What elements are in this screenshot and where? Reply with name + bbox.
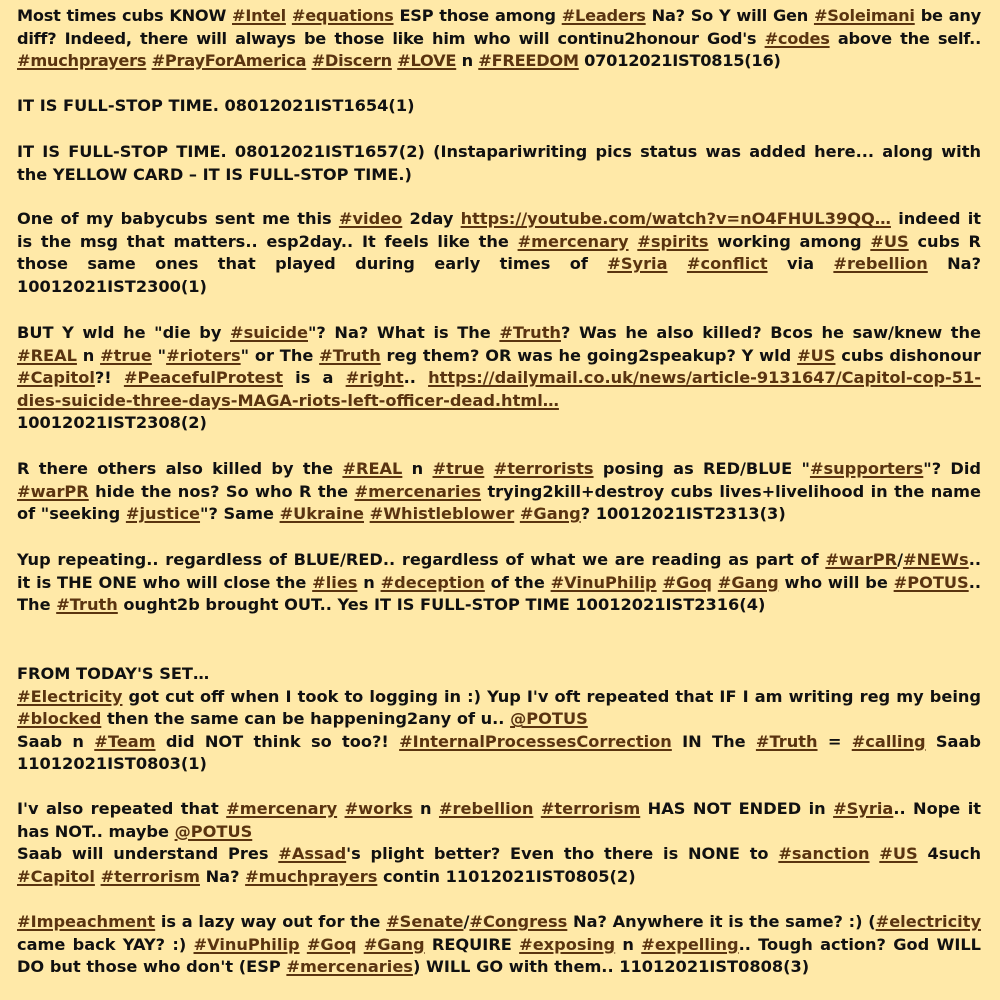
hashtag-link[interactable]: #Goq bbox=[306, 934, 357, 954]
hashtag-link[interactable]: #terrorists bbox=[493, 459, 594, 478]
text-segment: working among bbox=[708, 231, 871, 251]
hashtag-link[interactable]: #conflict bbox=[686, 254, 768, 274]
text-segment: n bbox=[357, 572, 381, 592]
post-paragraph bbox=[17, 5, 981, 73]
hashtag-link[interactable]: #rioters bbox=[166, 345, 241, 365]
text-segment: Na? Anywhere it is the same? :) ( bbox=[567, 912, 876, 931]
text-segment: / bbox=[463, 912, 470, 931]
text-segment: " bbox=[151, 345, 167, 365]
text-segment bbox=[484, 459, 493, 478]
text-segment: ? 10012021IST2313(3) bbox=[580, 504, 786, 524]
hashtag-link[interactable]: #muchprayers bbox=[17, 51, 147, 71]
text-segment bbox=[300, 935, 307, 954]
text-segment: BUT Y wld he "die by bbox=[17, 323, 231, 342]
hashtag-link[interactable]: #PrayForAmerica bbox=[151, 51, 307, 71]
hashtag-link[interactable]: #lies bbox=[312, 572, 358, 592]
post-paragraph bbox=[17, 458, 981, 526]
text-segment: is a lazy way out for the bbox=[155, 912, 387, 931]
text-segment: Na? So Y will Gen bbox=[645, 6, 814, 25]
post-paragraph bbox=[17, 663, 981, 776]
hashtag-link[interactable]: #Assad bbox=[278, 844, 347, 864]
text-segment: of the bbox=[484, 572, 551, 592]
hashtag-link[interactable]: #true bbox=[432, 459, 485, 478]
text-segment: Most times cubs KNOW bbox=[17, 6, 233, 25]
text-segment: "? Same bbox=[200, 504, 280, 524]
text-segment: be any diff? Indeed, there will always be those like him who will continu2honour God's bbox=[17, 6, 981, 48]
hashtag-link[interactable]: #NEWs bbox=[903, 550, 969, 569]
hashtag-link[interactable]: #Syria bbox=[607, 254, 668, 274]
hashtag-link[interactable]: #Discern bbox=[311, 51, 392, 71]
text-segment: Saab 11012021IST0803(1) bbox=[17, 731, 981, 774]
hashtag-link[interactable]: #deception bbox=[380, 572, 485, 592]
text-segment: n bbox=[76, 345, 101, 365]
text-segment: n bbox=[402, 459, 433, 478]
hashtag-link[interactable]: #Goq bbox=[662, 572, 712, 592]
hashtag-link[interactable]: #Whistleblower bbox=[369, 504, 515, 524]
text-segment: IN The bbox=[671, 731, 756, 751]
text-segment: REQUIRE bbox=[424, 934, 520, 954]
hashtag-link[interactable]: #supporters bbox=[809, 459, 924, 478]
hashtag-link[interactable]: #terrorism bbox=[540, 799, 641, 818]
url-link[interactable]: https://dailymail.co.uk/news/article-9131647/Capitol-cop-51-dies-suicide-three-days-MAGA-riots-left-officer-dead.html… bbox=[17, 368, 981, 410]
text-segment: above the self.. bbox=[829, 28, 981, 48]
hashtag-link[interactable]: #justice bbox=[125, 504, 201, 524]
hashtag-link[interactable]: #rebellion bbox=[438, 799, 534, 818]
text-segment: who will be bbox=[778, 572, 894, 592]
hashtag-link[interactable]: #right bbox=[345, 368, 404, 388]
hashtag-link[interactable]: #mercenary bbox=[517, 231, 629, 251]
text-segment: then the same can be happening2any of u.. bbox=[101, 709, 511, 729]
text-segment: .. Nope it has NOT.. maybe bbox=[17, 799, 981, 841]
hashtag-link[interactable]: #Gang bbox=[363, 934, 425, 954]
text-segment: HAS NOT ENDED in bbox=[640, 799, 834, 818]
hashtag-link[interactable]: #codes bbox=[764, 28, 830, 48]
text-segment: Na? bbox=[199, 866, 246, 886]
hashtag-link[interactable]: #Soleimani bbox=[813, 6, 915, 25]
hashtag-link[interactable]: #VinuPhilip bbox=[193, 934, 300, 954]
hashtag-link[interactable]: #Leaders bbox=[561, 6, 646, 25]
hashtag-link[interactable]: #Gang bbox=[519, 504, 581, 524]
text-segment: Na?10012021IST2300(1) bbox=[17, 254, 982, 296]
text-segment: One of my babycubs sent me this bbox=[17, 209, 339, 228]
text-segment: indeed it is the msg that matters.. esp2day.. It feels like the bbox=[17, 209, 981, 251]
text-segment: hide the nos? So who R the bbox=[88, 481, 355, 501]
text-segment: 4such bbox=[917, 844, 981, 864]
post-paragraph bbox=[17, 911, 981, 979]
text-segment: trying2kill+destroy cubs lives+livelihood in the name of "seeking bbox=[17, 481, 981, 524]
hashtag-link[interactable]: #Electricity bbox=[17, 686, 123, 706]
text-segment: ought2b brought OUT.. Yes IT IS FULL-STOP TIME 10012021IST2316(4) bbox=[117, 595, 766, 615]
hashtag-link[interactable]: #Gang bbox=[717, 572, 779, 592]
text-segment: IT IS FULL-STOP TIME. 08012021IST1657(2) (Instapariwriting pics status was added here... along with the YELLOW CARD – IT IS FULL-STOP TIME.) bbox=[17, 142, 981, 184]
text-segment: "? Na? What is The bbox=[308, 323, 500, 342]
url-link[interactable]: https://youtube.com/watch?v=nO4FHUL39QQ… bbox=[460, 209, 891, 228]
hashtag-link[interactable]: #LOVE bbox=[397, 51, 457, 71]
hashtag-link[interactable]: #REAL bbox=[342, 459, 403, 478]
hashtag-link[interactable]: #video bbox=[338, 209, 403, 228]
hashtag-link[interactable]: #equations bbox=[291, 6, 394, 25]
hashtag-link[interactable]: #mercenary bbox=[226, 799, 338, 818]
text-segment: ) WILL GO with them.. 11012021IST0808(3) bbox=[412, 957, 810, 977]
hashtag-link[interactable]: #Truth bbox=[56, 595, 118, 615]
text-segment bbox=[668, 254, 687, 273]
hashtag-link[interactable]: #US bbox=[870, 231, 909, 251]
mention-link[interactable]: @POTUS bbox=[510, 709, 588, 729]
text-segment: Yup repeating.. regardless of BLUE/RED.. regardless of what we are reading as part of bbox=[17, 550, 826, 569]
text-segment: " or The bbox=[240, 345, 320, 365]
hashtag-link[interactable]: #US bbox=[797, 345, 836, 365]
mention-link[interactable]: @POTUS bbox=[174, 821, 253, 841]
hashtag-link[interactable]: #mercenaries bbox=[354, 481, 482, 501]
text-segment: ESP those among bbox=[393, 6, 562, 25]
hashtag-link[interactable]: #terrorism bbox=[100, 866, 200, 886]
text-segment: is a bbox=[282, 368, 346, 388]
post-paragraph bbox=[17, 322, 981, 435]
text-segment bbox=[870, 844, 880, 863]
text-segment: .. bbox=[403, 368, 429, 388]
hashtag-link[interactable]: #sanction bbox=[778, 844, 870, 864]
text-segment: cubs R those same ones that played during early times of bbox=[17, 231, 982, 274]
hashtag-link[interactable]: #electricity bbox=[875, 912, 982, 931]
hashtag-link[interactable]: #US bbox=[879, 844, 918, 864]
hashtag-link[interactable]: #exposing bbox=[519, 934, 616, 954]
text-segment: Saab n bbox=[17, 731, 95, 751]
hashtag-link[interactable]: #expelling bbox=[641, 934, 739, 954]
hashtag-link[interactable]: #InternalProcessesCorrection bbox=[399, 731, 672, 751]
text-segment: ? Was he also killed? Bcos he saw/knew the bbox=[560, 323, 982, 342]
hashtag-link[interactable]: #Truth bbox=[499, 323, 561, 342]
hashtag-link[interactable]: #Impeachment bbox=[17, 912, 156, 931]
hashtag-link[interactable]: #REAL bbox=[17, 345, 77, 365]
text-segment: / bbox=[897, 550, 904, 569]
hashtag-link[interactable]: #spirits bbox=[637, 231, 709, 251]
text-segment: via bbox=[767, 254, 834, 274]
text-segment: ?! bbox=[94, 368, 124, 388]
hashtag-link[interactable]: #VinuPhilip bbox=[550, 572, 657, 592]
hashtag-link[interactable]: #Congress bbox=[469, 912, 568, 931]
text-segment: I'v also repeated that bbox=[17, 799, 227, 818]
hashtag-link[interactable]: #Truth bbox=[755, 731, 818, 751]
text-segment: did NOT think so too?! bbox=[155, 731, 400, 751]
post-paragraph bbox=[17, 141, 981, 186]
text-segment: contin 11012021IST0805(2) bbox=[377, 866, 636, 886]
hashtag-link[interactable]: #FREEDOM bbox=[478, 51, 579, 71]
post-paragraph bbox=[17, 95, 981, 118]
text-segment: 07012021IST0815(16) bbox=[578, 51, 781, 71]
text-segment: 's plight better? Even tho there is NONE to bbox=[346, 844, 779, 864]
hashtag-link[interactable]: #Capitol bbox=[17, 866, 95, 886]
text-segment: .. Tough action? God WILL DO but those who don't (ESP bbox=[17, 934, 981, 977]
text-segment: FROM TODAY'S SET… bbox=[17, 664, 210, 683]
text-segment: IT IS FULL-STOP TIME. 08012021IST1654(1) bbox=[17, 96, 415, 115]
text-segment: n bbox=[615, 934, 642, 954]
text-segment: .. The bbox=[17, 572, 981, 615]
text-segment: n bbox=[456, 51, 479, 71]
text-segment: "? Did bbox=[923, 459, 982, 478]
hashtag-link[interactable]: #calling bbox=[851, 731, 926, 751]
hashtag-link[interactable]: #Syria bbox=[833, 799, 894, 818]
text-segment: reg them? OR was he going2speakup? Y wld bbox=[380, 345, 798, 365]
text-segment: R there others also killed by the bbox=[17, 459, 343, 478]
hashtag-link[interactable]: #mercenaries bbox=[286, 957, 413, 977]
text-segment bbox=[629, 232, 638, 251]
text-segment bbox=[337, 799, 344, 818]
text-segment: posing as RED/BLUE " bbox=[593, 459, 810, 478]
hashtag-link[interactable]: #blocked bbox=[17, 709, 102, 729]
hashtag-link[interactable]: #POTUS bbox=[893, 572, 969, 592]
hashtag-link[interactable]: #Senate bbox=[386, 912, 464, 931]
text-segment bbox=[356, 935, 363, 954]
text-segment: 10012021IST2308(2) bbox=[17, 413, 207, 433]
hashtag-link[interactable]: #rebellion bbox=[833, 254, 928, 274]
post-paragraph bbox=[17, 549, 981, 617]
text-segment: got cut off when I took to logging in :) Yup I'v oft repeated that IF I am writing reg my being bbox=[122, 686, 981, 706]
hashtag-link[interactable]: #muchprayers bbox=[245, 866, 378, 886]
text-segment: = bbox=[817, 731, 852, 751]
text-segment: Saab will understand Pres bbox=[17, 844, 279, 864]
hashtag-link[interactable]: #suicide bbox=[230, 323, 308, 342]
hashtag-link[interactable]: #Intel bbox=[232, 6, 286, 25]
hashtag-link[interactable]: #works bbox=[344, 799, 413, 818]
hashtag-link[interactable]: #Ukraine bbox=[279, 504, 364, 524]
text-segment: cubs dishonour bbox=[835, 345, 981, 365]
text-segment: 2day bbox=[402, 209, 461, 228]
hashtag-link[interactable]: #warPR bbox=[17, 481, 89, 501]
hashtag-link[interactable]: #Team bbox=[94, 731, 156, 751]
hashtag-link[interactable]: #PeacefulProtest bbox=[123, 368, 283, 388]
text-segment: came back YAY? :) bbox=[17, 934, 194, 954]
hashtag-link[interactable]: #warPR bbox=[825, 550, 898, 569]
hashtag-link[interactable]: #true bbox=[100, 345, 152, 365]
text-segment bbox=[533, 799, 540, 818]
text-segment: .. it is THE ONE who will close the bbox=[17, 550, 981, 592]
hashtag-link[interactable]: #Capitol bbox=[17, 368, 95, 388]
post-paragraph bbox=[17, 798, 981, 888]
post-paragraph bbox=[17, 208, 981, 298]
text-segment: n bbox=[412, 799, 439, 818]
hashtag-link[interactable]: #Truth bbox=[319, 345, 381, 365]
